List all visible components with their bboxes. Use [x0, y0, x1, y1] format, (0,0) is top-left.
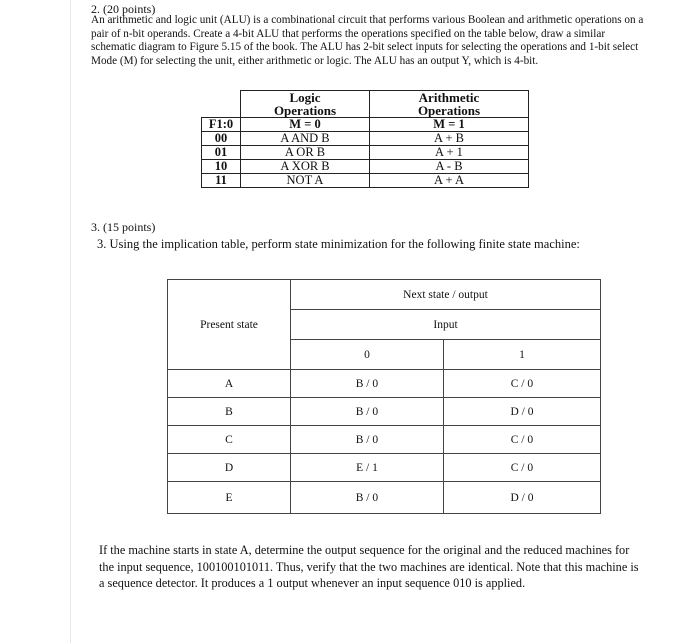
next-state-1: D / 0 — [443, 398, 600, 426]
present-state-blank — [168, 280, 291, 310]
table-row — [168, 398, 601, 426]
table-row — [168, 454, 601, 482]
logic-header-line1: Logic — [289, 90, 321, 105]
arith-header-line1: Arithmetic — [418, 90, 480, 105]
logic-op: A AND B — [241, 132, 370, 146]
arith-mode: M = 1 — [370, 118, 529, 132]
table-row — [168, 370, 601, 398]
arith-op: A - B — [370, 160, 529, 174]
arith-op: A + A — [370, 174, 529, 188]
state-cell: A — [168, 370, 291, 398]
select-value: 00 — [202, 132, 241, 146]
arith-op: A + 1 — [370, 146, 529, 160]
next-state-1: D / 0 — [443, 482, 600, 514]
input-header: Input — [291, 310, 601, 340]
arith-header — [370, 91, 529, 118]
state-cell: E — [168, 482, 291, 514]
table-row — [168, 426, 601, 454]
alu-operations-table — [201, 90, 529, 188]
arith-op: A + B — [370, 132, 529, 146]
question3-text: 3. Using the implication table, perform state minimization for the following finite state machine: — [97, 237, 580, 251]
state-cell: B — [168, 398, 291, 426]
question2-title: 2. (20 points) — [91, 2, 156, 16]
select-value: 10 — [202, 160, 241, 174]
next-state-0: B / 0 — [291, 482, 444, 514]
table-row — [168, 482, 601, 514]
input-1-header: 1 — [443, 340, 600, 370]
state-table — [167, 279, 601, 514]
table-row — [202, 132, 529, 146]
next-state-0: B / 0 — [291, 370, 444, 398]
logic-op: A OR B — [241, 146, 370, 160]
next-state-1: C / 0 — [443, 426, 600, 454]
select-value: 11 — [202, 174, 241, 188]
table-corner — [202, 91, 241, 118]
logic-header — [241, 91, 370, 118]
logic-mode: M = 0 — [241, 118, 370, 132]
logic-op: A XOR B — [241, 160, 370, 174]
next-state-0: B / 0 — [291, 426, 444, 454]
table-row — [202, 146, 529, 160]
state-cell: D — [168, 454, 291, 482]
document-page — [70, 0, 699, 643]
state-cell: C — [168, 426, 291, 454]
logic-op: NOT A — [241, 174, 370, 188]
present-state-blank — [168, 340, 291, 370]
next-state-0: E / 1 — [291, 454, 444, 482]
next-state-0: B / 0 — [291, 398, 444, 426]
table-row — [202, 160, 529, 174]
mode-row — [202, 118, 529, 132]
select-label: F1:0 — [202, 118, 241, 132]
table-row — [202, 174, 529, 188]
question3-title: 3. (15 points) — [91, 220, 156, 234]
logic-header-line2: Operations — [273, 103, 337, 118]
next-state-1: C / 0 — [443, 370, 600, 398]
question3-instructions: If the machine starts in state A, determine the output sequence for the original and the reduced machines for the input sequence, 100100101011. Thus, verify that the two machines are identical. Note that this machine is a sequence detector. It produces a 1 output whenever an input sequence 010 is applied. — [99, 543, 639, 590]
present-state-header: Present state — [168, 310, 291, 340]
question2-text: An arithmetic and logic unit (ALU) is a combinational circuit that performs various Boolean and arithmetic operations on a pair of n-bit operands. Create a 4-bit ALU that performs the operations specified on the table below, draw a similar schematic diagram to Figure 5.15 of the book. The ALU has 2-bit select inputs for selecting the operations and 1-bit select Mode (M) for selecting the unit, either arithmetic or logic. The ALU has an output Y, which is 4-bit. — [91, 14, 644, 67]
input-0-header: 0 — [291, 340, 444, 370]
next-state-header: Next state / output — [291, 280, 601, 310]
select-value: 01 — [202, 146, 241, 160]
next-state-1: C / 0 — [443, 454, 600, 482]
arith-header-line2: Operations — [417, 103, 481, 118]
